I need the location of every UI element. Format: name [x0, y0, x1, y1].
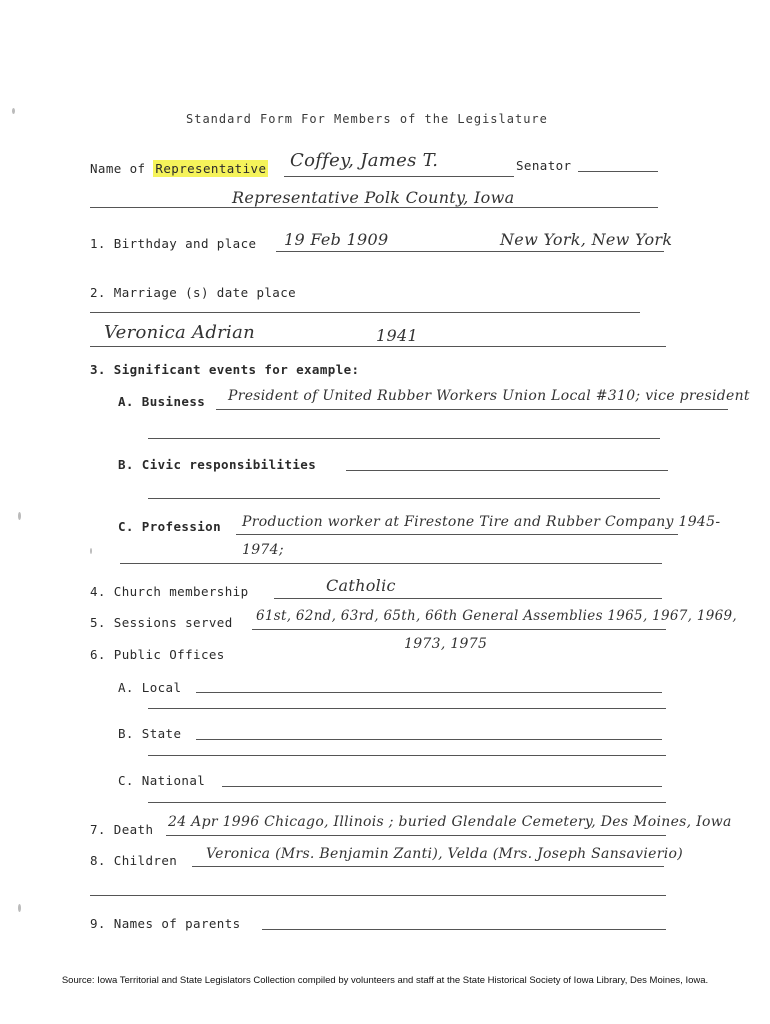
- form-title: Standard Form For Members of the Legislature: [186, 112, 548, 126]
- sessions-value-line2: 1973, 1975: [404, 636, 488, 652]
- senator-underline: [578, 171, 658, 172]
- children-label: 8. Children: [90, 853, 178, 868]
- name-label-prefix: Name of: [90, 161, 146, 176]
- business-label: A. Business: [118, 394, 206, 409]
- children-underline-2: [90, 895, 666, 896]
- scan-speck: [12, 108, 15, 114]
- name-underline-2: [90, 207, 658, 208]
- profession-value: Production worker at Firestone Tire and Rubber Company 1945-: [242, 514, 721, 530]
- local-underline: [196, 692, 662, 693]
- death-underline: [166, 835, 666, 836]
- sessions-underline: [252, 629, 666, 630]
- birth-date: 19 Feb 1909: [284, 230, 389, 249]
- birth-underline: [276, 251, 664, 252]
- offices-label: 6. Public Offices: [90, 647, 225, 662]
- name-value: Coffey, James T.: [290, 150, 439, 171]
- death-label: 7. Death: [90, 822, 154, 837]
- national-label: C. National: [118, 773, 206, 788]
- state-label: B. State: [118, 726, 182, 741]
- senator-label: Senator: [516, 158, 572, 173]
- civic-underline: [346, 470, 668, 471]
- marriage-label: 2. Marriage (s) date place: [90, 285, 297, 300]
- business-underline-2: [148, 438, 660, 439]
- parents-label: 9. Names of parents: [90, 916, 241, 931]
- local-underline-2: [148, 708, 666, 709]
- children-underline: [192, 866, 664, 867]
- church-underline: [274, 598, 662, 599]
- national-underline: [222, 786, 662, 787]
- marriage-spouse: Veronica Adrian: [104, 322, 256, 343]
- scan-speck: [18, 904, 21, 912]
- death-value: 24 Apr 1996 Chicago, Illinois ; buried Glendale Cemetery, Des Moines, Iowa: [168, 814, 732, 830]
- name-value-line2: Representative Polk County, Iowa: [232, 188, 515, 207]
- state-underline: [196, 739, 662, 740]
- scan-speck: [18, 512, 21, 520]
- name-label: [90, 161, 268, 176]
- marriage-underline: [90, 312, 640, 313]
- scan-speck: [90, 548, 92, 554]
- name-underline: [284, 176, 514, 177]
- source-footer: Source: Iowa Territorial and State Legislators Collection compiled by volunteers and staff at the State Historical Society of Iowa Library, Des Moines, Iowa.: [61, 975, 709, 986]
- church-label: 4. Church membership: [90, 584, 249, 599]
- business-value: President of United Rubber Workers Union Local #310; vice president: [228, 388, 750, 404]
- profession-underline-2: [120, 563, 662, 564]
- marriage-year: 1941: [376, 326, 418, 345]
- church-value: Catholic: [326, 576, 396, 595]
- profession-underline: [236, 534, 678, 535]
- national-underline-2: [148, 802, 666, 803]
- birth-place: New York, New York: [500, 230, 673, 249]
- sessions-value: 61st, 62nd, 63rd, 65th, 66th General Assemblies 1965, 1967, 1969,: [256, 608, 738, 624]
- profession-label: C. Profession: [118, 519, 222, 534]
- sessions-label: 5. Sessions served: [90, 615, 233, 630]
- local-label: A. Local: [118, 680, 182, 695]
- representative-label-highlight: Representative: [155, 161, 267, 176]
- birth-label: 1. Birthday and place: [90, 236, 257, 251]
- parents-underline: [262, 929, 666, 930]
- marriage-underline-2: [90, 346, 666, 347]
- civic-label: B. Civic responsibilities: [118, 457, 317, 472]
- events-label: 3. Significant events for example:: [90, 362, 360, 377]
- children-value: Veronica (Mrs. Benjamin Zanti), Velda (Mrs. Joseph Sansavierio): [206, 846, 683, 862]
- business-underline: [216, 409, 728, 410]
- state-underline-2: [148, 755, 666, 756]
- civic-underline-2: [148, 498, 660, 499]
- profession-value-line2: 1974;: [242, 542, 284, 558]
